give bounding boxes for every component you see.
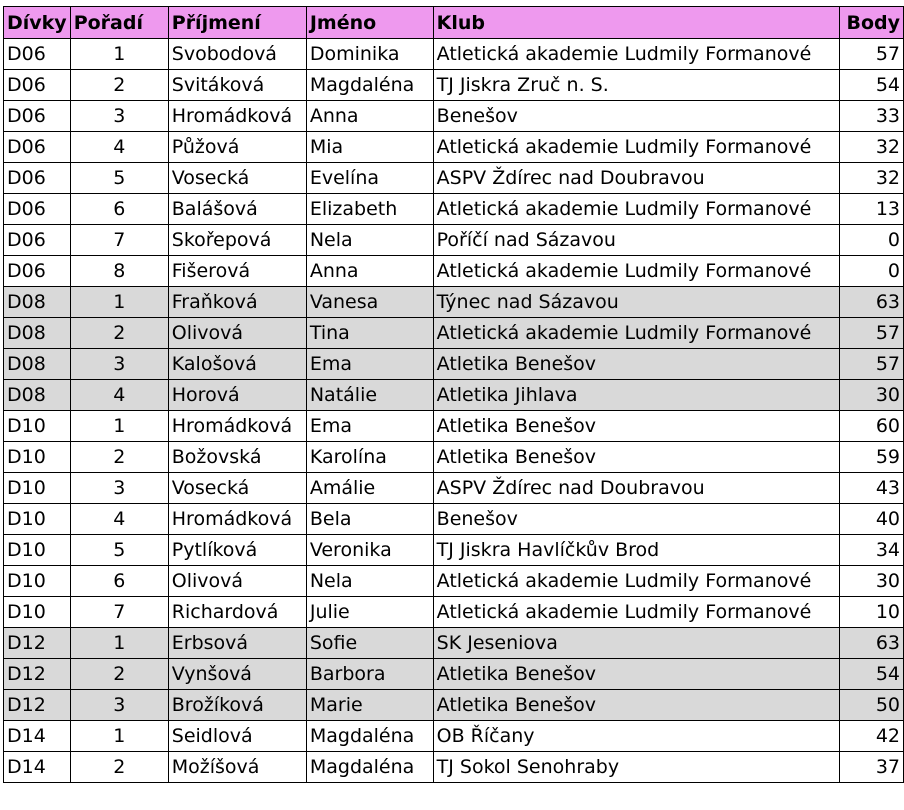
cell-club: ASPV Ždírec nad Doubravou bbox=[433, 163, 839, 194]
cell-first-name: Anna bbox=[306, 101, 433, 132]
cell-first-name: Vanesa bbox=[306, 287, 433, 318]
cell-rank: 2 bbox=[70, 752, 168, 783]
cell-surname: Kalošová bbox=[168, 349, 306, 380]
table-row bbox=[4, 597, 904, 628]
cell-first-name: Anna bbox=[306, 256, 433, 287]
cell-category: D10 bbox=[4, 535, 71, 566]
cell-points: 63 bbox=[839, 628, 903, 659]
header-row bbox=[4, 7, 904, 39]
header-klub: Klub bbox=[433, 7, 839, 39]
cell-rank: 7 bbox=[70, 597, 168, 628]
cell-surname: Skořepová bbox=[168, 225, 306, 256]
cell-rank: 1 bbox=[70, 287, 168, 318]
cell-surname: Hromádková bbox=[168, 504, 306, 535]
table-row bbox=[4, 225, 904, 256]
cell-points: 54 bbox=[839, 70, 903, 101]
cell-first-name: Julie bbox=[306, 597, 433, 628]
cell-first-name: Mia bbox=[306, 132, 433, 163]
cell-first-name: Elizabeth bbox=[306, 194, 433, 225]
cell-category: D06 bbox=[4, 132, 71, 163]
header-body: Body bbox=[839, 7, 903, 39]
cell-surname: Svitáková bbox=[168, 70, 306, 101]
cell-club: Benešov bbox=[433, 504, 839, 535]
cell-category: D06 bbox=[4, 194, 71, 225]
cell-first-name: Barbora bbox=[306, 659, 433, 690]
cell-category: D12 bbox=[4, 628, 71, 659]
cell-surname: Svobodová bbox=[168, 39, 306, 70]
table-row bbox=[4, 628, 904, 659]
cell-category: D06 bbox=[4, 256, 71, 287]
table-row bbox=[4, 752, 904, 783]
cell-category: D14 bbox=[4, 752, 71, 783]
cell-club: Poříčí nad Sázavou bbox=[433, 225, 839, 256]
cell-first-name: Natálie bbox=[306, 380, 433, 411]
cell-club: Atletika Benešov bbox=[433, 411, 839, 442]
cell-rank: 3 bbox=[70, 349, 168, 380]
table-row bbox=[4, 473, 904, 504]
cell-club: Týnec nad Sázavou bbox=[433, 287, 839, 318]
table-row bbox=[4, 380, 904, 411]
header-jmeno: Jméno bbox=[306, 7, 433, 39]
cell-rank: 5 bbox=[70, 535, 168, 566]
cell-rank: 5 bbox=[70, 163, 168, 194]
cell-club: Atletická akademie Ludmily Formanové bbox=[433, 318, 839, 349]
cell-first-name: Karolína bbox=[306, 442, 433, 473]
results-table bbox=[3, 6, 904, 783]
cell-surname: Možíšová bbox=[168, 752, 306, 783]
cell-points: 34 bbox=[839, 535, 903, 566]
cell-club: ASPV Ždírec nad Doubravou bbox=[433, 473, 839, 504]
cell-rank: 2 bbox=[70, 70, 168, 101]
cell-points: 37 bbox=[839, 752, 903, 783]
cell-category: D06 bbox=[4, 225, 71, 256]
cell-points: 32 bbox=[839, 163, 903, 194]
cell-first-name: Dominika bbox=[306, 39, 433, 70]
cell-category: D10 bbox=[4, 442, 71, 473]
cell-rank: 1 bbox=[70, 628, 168, 659]
cell-points: 57 bbox=[839, 318, 903, 349]
cell-first-name: Nela bbox=[306, 566, 433, 597]
cell-points: 32 bbox=[839, 132, 903, 163]
cell-points: 59 bbox=[839, 442, 903, 473]
cell-category: D06 bbox=[4, 39, 71, 70]
cell-points: 0 bbox=[839, 225, 903, 256]
cell-rank: 3 bbox=[70, 101, 168, 132]
table-row bbox=[4, 101, 904, 132]
cell-surname: Božovská bbox=[168, 442, 306, 473]
cell-category: D10 bbox=[4, 504, 71, 535]
table-body bbox=[4, 39, 904, 783]
cell-points: 63 bbox=[839, 287, 903, 318]
cell-category: D08 bbox=[4, 380, 71, 411]
cell-rank: 2 bbox=[70, 442, 168, 473]
cell-club: TJ Jiskra Havlíčkův Brod bbox=[433, 535, 839, 566]
cell-club: Atletická akademie Ludmily Formanové bbox=[433, 256, 839, 287]
cell-rank: 4 bbox=[70, 132, 168, 163]
cell-points: 33 bbox=[839, 101, 903, 132]
cell-surname: Fraňková bbox=[168, 287, 306, 318]
cell-rank: 3 bbox=[70, 473, 168, 504]
cell-first-name: Evelína bbox=[306, 163, 433, 194]
cell-club: Atletická akademie Ludmily Formanové bbox=[433, 194, 839, 225]
cell-club: Atletika Benešov bbox=[433, 690, 839, 721]
table-row bbox=[4, 194, 904, 225]
cell-surname: Půžová bbox=[168, 132, 306, 163]
cell-category: D08 bbox=[4, 349, 71, 380]
cell-rank: 4 bbox=[70, 380, 168, 411]
cell-surname: Hromádková bbox=[168, 101, 306, 132]
cell-points: 13 bbox=[839, 194, 903, 225]
cell-points: 30 bbox=[839, 566, 903, 597]
cell-category: D10 bbox=[4, 566, 71, 597]
cell-rank: 6 bbox=[70, 194, 168, 225]
cell-surname: Seidlová bbox=[168, 721, 306, 752]
cell-club: Atletika Jihlava bbox=[433, 380, 839, 411]
cell-surname: Hromádková bbox=[168, 411, 306, 442]
cell-category: D08 bbox=[4, 318, 71, 349]
table-row bbox=[4, 442, 904, 473]
cell-surname: Vynšová bbox=[168, 659, 306, 690]
cell-club: TJ Jiskra Zruč n. S. bbox=[433, 70, 839, 101]
cell-rank: 7 bbox=[70, 225, 168, 256]
cell-rank: 8 bbox=[70, 256, 168, 287]
cell-category: D08 bbox=[4, 287, 71, 318]
cell-rank: 1 bbox=[70, 411, 168, 442]
cell-rank: 2 bbox=[70, 318, 168, 349]
cell-club: Atletika Benešov bbox=[433, 349, 839, 380]
cell-first-name: Marie bbox=[306, 690, 433, 721]
table-row bbox=[4, 349, 904, 380]
cell-club: TJ Sokol Senohraby bbox=[433, 752, 839, 783]
cell-surname: Erbsová bbox=[168, 628, 306, 659]
cell-first-name: Nela bbox=[306, 225, 433, 256]
cell-first-name: Magdaléna bbox=[306, 752, 433, 783]
cell-surname: Richardová bbox=[168, 597, 306, 628]
cell-points: 0 bbox=[839, 256, 903, 287]
cell-club: Atletická akademie Ludmily Formanové bbox=[433, 566, 839, 597]
cell-club: Atletika Benešov bbox=[433, 442, 839, 473]
cell-club: Atletika Benešov bbox=[433, 659, 839, 690]
cell-first-name: Amálie bbox=[306, 473, 433, 504]
cell-points: 10 bbox=[839, 597, 903, 628]
cell-first-name: Sofie bbox=[306, 628, 433, 659]
cell-points: 43 bbox=[839, 473, 903, 504]
table-row bbox=[4, 163, 904, 194]
cell-rank: 6 bbox=[70, 566, 168, 597]
cell-surname: Brožíková bbox=[168, 690, 306, 721]
cell-club: Atletická akademie Ludmily Formanové bbox=[433, 39, 839, 70]
cell-first-name: Ema bbox=[306, 411, 433, 442]
table-row bbox=[4, 566, 904, 597]
cell-first-name: Magdaléna bbox=[306, 721, 433, 752]
table-row bbox=[4, 256, 904, 287]
cell-category: D06 bbox=[4, 163, 71, 194]
table-row bbox=[4, 411, 904, 442]
cell-first-name: Tina bbox=[306, 318, 433, 349]
cell-category: D14 bbox=[4, 721, 71, 752]
cell-club: Benešov bbox=[433, 101, 839, 132]
header-divky: Dívky bbox=[4, 7, 71, 39]
cell-points: 30 bbox=[839, 380, 903, 411]
cell-points: 60 bbox=[839, 411, 903, 442]
table-row bbox=[4, 721, 904, 752]
cell-points: 42 bbox=[839, 721, 903, 752]
cell-category: D10 bbox=[4, 473, 71, 504]
cell-category: D06 bbox=[4, 70, 71, 101]
cell-points: 54 bbox=[839, 659, 903, 690]
cell-category: D10 bbox=[4, 411, 71, 442]
table-row bbox=[4, 39, 904, 70]
cell-category: D06 bbox=[4, 101, 71, 132]
cell-points: 57 bbox=[839, 39, 903, 70]
cell-surname: Vosecká bbox=[168, 473, 306, 504]
cell-club: Atletická akademie Ludmily Formanové bbox=[433, 597, 839, 628]
cell-first-name: Veronika bbox=[306, 535, 433, 566]
cell-surname: Pytlíková bbox=[168, 535, 306, 566]
table-row bbox=[4, 70, 904, 101]
cell-points: 50 bbox=[839, 690, 903, 721]
cell-club: SK Jeseniova bbox=[433, 628, 839, 659]
table-row bbox=[4, 659, 904, 690]
header-prijmeni: Příjmení bbox=[168, 7, 306, 39]
table-row bbox=[4, 132, 904, 163]
cell-surname: Olivová bbox=[168, 318, 306, 349]
cell-category: D12 bbox=[4, 690, 71, 721]
table-row bbox=[4, 287, 904, 318]
cell-category: D10 bbox=[4, 597, 71, 628]
cell-surname: Olivová bbox=[168, 566, 306, 597]
table-row bbox=[4, 690, 904, 721]
cell-surname: Fišerová bbox=[168, 256, 306, 287]
cell-club: OB Říčany bbox=[433, 721, 839, 752]
cell-category: D12 bbox=[4, 659, 71, 690]
table-row bbox=[4, 535, 904, 566]
header-poradi: Pořadí bbox=[70, 7, 168, 39]
cell-rank: 3 bbox=[70, 690, 168, 721]
cell-rank: 4 bbox=[70, 504, 168, 535]
cell-rank: 1 bbox=[70, 721, 168, 752]
cell-rank: 2 bbox=[70, 659, 168, 690]
cell-first-name: Ema bbox=[306, 349, 433, 380]
cell-rank: 1 bbox=[70, 39, 168, 70]
table-row bbox=[4, 504, 904, 535]
cell-first-name: Bela bbox=[306, 504, 433, 535]
cell-points: 57 bbox=[839, 349, 903, 380]
table-row bbox=[4, 318, 904, 349]
cell-points: 40 bbox=[839, 504, 903, 535]
cell-surname: Horová bbox=[168, 380, 306, 411]
cell-surname: Vosecká bbox=[168, 163, 306, 194]
cell-first-name: Magdaléna bbox=[306, 70, 433, 101]
cell-surname: Balášová bbox=[168, 194, 306, 225]
cell-club: Atletická akademie Ludmily Formanové bbox=[433, 132, 839, 163]
